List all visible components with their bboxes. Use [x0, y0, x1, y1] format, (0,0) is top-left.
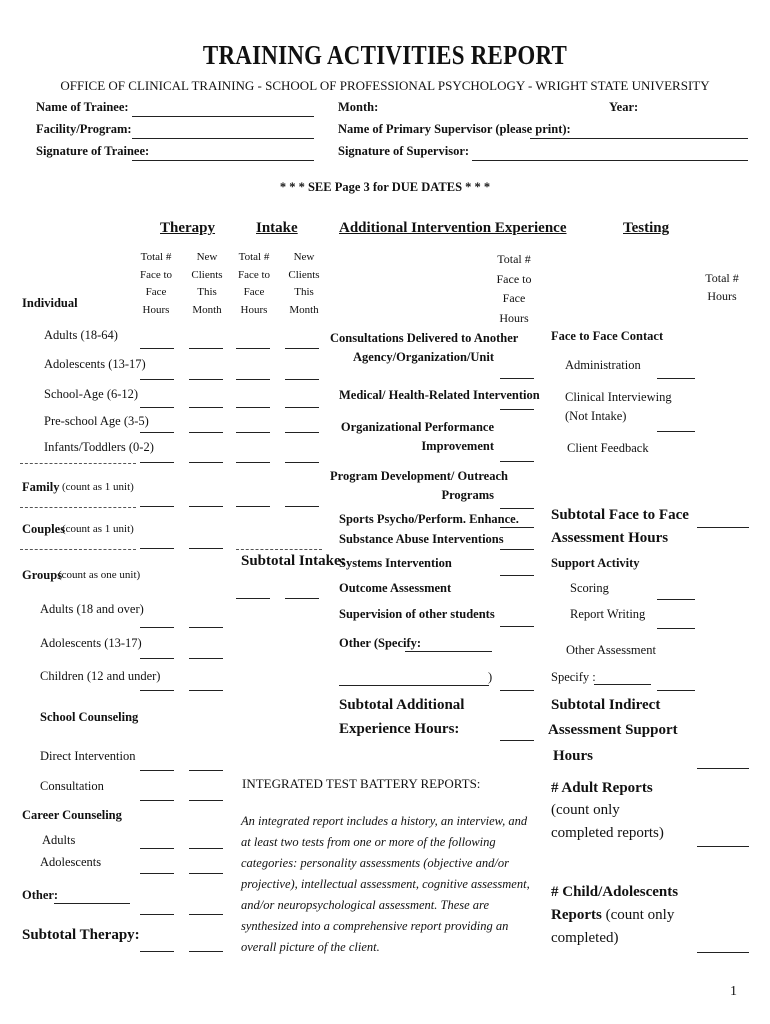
- therapy-new-clients-header: New Clients This Month: [191, 251, 223, 316]
- groups-adolescents-label: Adolescents (13-17): [40, 636, 142, 650]
- career-adolescents-new-field[interactable]: [189, 873, 223, 874]
- child-reports-label-line3: completed): [551, 930, 619, 946]
- consultations-field[interactable]: [500, 378, 534, 379]
- direct-intervention-new-field[interactable]: [189, 770, 223, 771]
- child-reports-count-note: (count only: [601, 907, 675, 923]
- subtotal-additional-field[interactable]: [500, 740, 534, 741]
- career-adolescents-label: Adolescents: [40, 855, 102, 869]
- school-age-label: School-Age (6-12): [44, 387, 139, 401]
- subtotal-intake-label: Subtotal Intake:: [241, 553, 346, 569]
- signature-of-trainee-label: Signature of Trainee:: [36, 144, 150, 158]
- subtotal-additional-label-line1: Subtotal Additional: [339, 697, 465, 713]
- couples-note: (count as 1 unit): [62, 523, 134, 535]
- direct-intervention-label: Direct Intervention: [40, 749, 136, 763]
- preschool-label: Pre-school Age (3-5): [44, 414, 149, 428]
- testing-total-hours-header: Total # Hours: [705, 271, 739, 303]
- intake-total-face-header: Total # Face to Face Hours: [237, 251, 271, 316]
- groups-adults-total-field[interactable]: [140, 627, 174, 628]
- administration-label: Administration: [565, 358, 641, 372]
- child-reports-word: Reports: [551, 907, 602, 923]
- family-label: Family: [22, 480, 60, 494]
- subtotal-indirect-label-line2: Assessment Support: [548, 722, 678, 738]
- office-subtitle: OFFICE OF CLINICAL TRAINING - SCHOOL OF PROFESSIONAL PSYCHOLOGY - WRIGHT STATE UNIVERSITY: [60, 78, 710, 93]
- career-adults-new-field[interactable]: [189, 848, 223, 849]
- subtotal-therapy-label: Subtotal Therapy:: [22, 927, 140, 943]
- groups-adolescents-total-field[interactable]: [140, 658, 174, 659]
- groups-children-total-field[interactable]: [140, 690, 174, 691]
- groups-adults-label: Adults (18 and over): [40, 602, 144, 616]
- clinical-interviewing-label-line2: (Not Intake): [565, 409, 627, 423]
- child-reports-label-line1: # Child/Adolescents: [551, 884, 679, 900]
- scoring-label: Scoring: [570, 581, 609, 595]
- organizational-field[interactable]: [500, 461, 534, 462]
- medical-label: Medical/ Health-Related Intervention: [339, 388, 540, 402]
- other-specify-label: Other (Specify:: [339, 636, 422, 650]
- report-writing-field[interactable]: [657, 628, 695, 629]
- subtotal-indirect-label-line1: Subtotal Indirect: [551, 697, 661, 713]
- program-development-label-line1: Program Development/ Outreach: [330, 469, 508, 483]
- additional-total-hours-header: Total # Face to Face Hours: [496, 252, 532, 325]
- school-age-total-field[interactable]: [140, 407, 174, 408]
- adolescents-intake-new-field[interactable]: [285, 379, 319, 380]
- organizational-label-line2: Improvement: [421, 439, 494, 453]
- clinical-interviewing-field[interactable]: [657, 431, 695, 432]
- supervision-label: Supervision of other students: [339, 607, 495, 621]
- due-dates-note: * * * SEE Page 3 for DUE DATES * * *: [279, 180, 491, 194]
- sports-field[interactable]: [500, 527, 534, 528]
- signature-of-trainee-field[interactable]: [132, 160, 314, 161]
- subtotal-therapy-new-field[interactable]: [189, 951, 223, 952]
- adolescents-label: Adolescents (13-17): [44, 357, 146, 371]
- subtotal-face-to-face-label-line2: Assessment Hours: [551, 530, 669, 546]
- sports-label: Sports Psycho/Perform. Enhance.: [339, 512, 519, 526]
- subtotal-intake-total-field[interactable]: [236, 598, 270, 599]
- medical-field[interactable]: [500, 409, 534, 410]
- program-development-field[interactable]: [500, 508, 534, 509]
- integrated-description: An integrated report includes a history, an interview, and at least two tests from one or more of the following categories: personality assessments (objective and/or projective), intellectual assessment, cognitive assessment, and/or neuropsychological assessment. These are synthesized into a comprehensive report providing an overall picture of the client.: [241, 814, 530, 954]
- other-assessment-label: Other Assessment: [566, 643, 656, 657]
- school-counseling-label: School Counseling: [40, 710, 139, 724]
- career-counseling-label: Career Counseling: [22, 808, 122, 822]
- clinical-interviewing-label-line1: Clinical Interviewing: [565, 390, 672, 404]
- consultation-new-field[interactable]: [189, 800, 223, 801]
- subtotal-face-to-face-field[interactable]: [697, 527, 749, 528]
- subtotal-face-to-face-label-line1: Subtotal Face to Face: [551, 507, 689, 523]
- other-therapy-specify-field[interactable]: [54, 903, 130, 904]
- consultation-total-field[interactable]: [140, 800, 174, 801]
- outcome-label: Outcome Assessment: [339, 581, 452, 595]
- groups-adults-new-field[interactable]: [189, 627, 223, 628]
- month-label: Month:: [338, 100, 379, 114]
- year-label: Year:: [609, 100, 639, 114]
- program-development-label-line2: Programs: [441, 488, 494, 502]
- adult-reports-label-line1: # Adult Reports: [551, 780, 653, 796]
- intake-new-clients-header: New Clients This Month: [288, 251, 320, 316]
- client-feedback-label: Client Feedback: [567, 441, 649, 455]
- additional-intervention-header: Additional Intervention Experience: [339, 220, 567, 236]
- groups-children-label: Children (12 and under): [40, 669, 161, 683]
- facility-program-field[interactable]: [132, 138, 314, 139]
- school-age-intake-total-field[interactable]: [236, 407, 270, 408]
- support-activity-label: Support Activity: [551, 556, 640, 570]
- adult-reports-label-line2: (count only: [551, 802, 620, 818]
- child-reports-field[interactable]: [697, 952, 749, 953]
- family-intake-total-field[interactable]: [236, 506, 270, 507]
- close-paren: ): [488, 670, 493, 684]
- supervision-field[interactable]: [500, 626, 534, 627]
- adults-label: Adults (18-64): [44, 328, 118, 342]
- preschool-new-field[interactable]: [189, 432, 223, 433]
- infants-new-field[interactable]: [189, 462, 223, 463]
- direct-intervention-total-field[interactable]: [140, 770, 174, 771]
- school-age-new-field[interactable]: [189, 407, 223, 408]
- testing-header: Testing: [623, 220, 670, 236]
- other-specify-field-line1[interactable]: [405, 651, 492, 652]
- integrated-heading: INTEGRATED TEST BATTERY REPORTS:: [242, 776, 481, 791]
- family-intake-new-field[interactable]: [285, 506, 319, 507]
- school-age-intake-new-field[interactable]: [285, 407, 319, 408]
- other-therapy-total-field[interactable]: [140, 914, 174, 915]
- specify-label: Specify :: [551, 670, 596, 684]
- preschool-intake-new-field[interactable]: [285, 432, 319, 433]
- intake-divider: [236, 549, 322, 550]
- specify-field[interactable]: [594, 684, 651, 685]
- adolescents-new-field[interactable]: [189, 379, 223, 380]
- infants-intake-new-field[interactable]: [285, 462, 319, 463]
- couples-new-field[interactable]: [189, 548, 223, 549]
- other-specify-field-line2[interactable]: [339, 685, 489, 686]
- systems-label: Systems Intervention: [339, 556, 452, 570]
- adults-intake-total-field[interactable]: [236, 348, 270, 349]
- section-divider: [20, 463, 136, 464]
- adults-total-field[interactable]: [140, 348, 174, 349]
- individual-label: Individual: [22, 296, 78, 310]
- intake-header: Intake: [256, 220, 298, 236]
- career-adolescents-total-field[interactable]: [140, 873, 174, 874]
- organizational-label-line1: Organizational Performance: [340, 420, 494, 434]
- infants-total-field[interactable]: [140, 462, 174, 463]
- other-therapy-label: Other:: [22, 888, 59, 902]
- couples-label: Couples: [22, 522, 66, 536]
- adolescents-total-field[interactable]: [140, 379, 174, 380]
- groups-children-new-field[interactable]: [189, 690, 223, 691]
- preschool-total-field[interactable]: [140, 432, 174, 433]
- consultation-label: Consultation: [40, 779, 104, 793]
- subtotal-therapy-total-field[interactable]: [140, 951, 174, 952]
- signature-of-supervisor-field[interactable]: [472, 160, 748, 161]
- consultations-label-line1: Consultations Delivered to Another: [330, 331, 519, 345]
- substance-field[interactable]: [500, 549, 534, 550]
- adults-intake-new-field[interactable]: [285, 348, 319, 349]
- consultations-label-line2: Agency/Organization/Unit: [353, 350, 494, 364]
- primary-supervisor-field[interactable]: [530, 138, 748, 139]
- name-of-trainee-field[interactable]: [132, 116, 314, 117]
- subtotal-intake-new-field[interactable]: [285, 598, 319, 599]
- adolescents-intake-total-field[interactable]: [236, 379, 270, 380]
- other-additional-field[interactable]: [500, 690, 534, 691]
- subtotal-additional-label-line2: Experience Hours:: [339, 721, 460, 737]
- systems-field[interactable]: [500, 575, 534, 576]
- page-title: TRAINING ACTIVITIES REPORT: [202, 40, 568, 70]
- other-assessment-field[interactable]: [657, 690, 695, 691]
- preschool-intake-total-field[interactable]: [236, 432, 270, 433]
- subtotal-indirect-label-line3: Hours: [553, 748, 594, 764]
- groups-adolescents-new-field[interactable]: [189, 658, 223, 659]
- couples-total-field[interactable]: [140, 548, 174, 549]
- family-total-field[interactable]: [140, 506, 174, 507]
- family-note: (count as 1 unit): [62, 481, 134, 493]
- career-adults-label: Adults: [42, 833, 76, 847]
- infants-label: Infants/Toddlers (0-2): [44, 440, 154, 454]
- adults-new-field[interactable]: [189, 348, 223, 349]
- section-divider: [20, 549, 136, 550]
- name-of-trainee-label: Name of Trainee:: [36, 100, 129, 114]
- page-number: 1: [730, 984, 737, 999]
- substance-label: Substance Abuse Interventions: [339, 532, 504, 546]
- signature-of-supervisor-label: Signature of Supervisor:: [338, 144, 470, 158]
- infants-intake-total-field[interactable]: [236, 462, 270, 463]
- primary-supervisor-label: Name of Primary Supervisor (please print):: [338, 122, 571, 136]
- adult-reports-field[interactable]: [697, 846, 749, 847]
- section-divider: [20, 507, 136, 508]
- administration-field[interactable]: [657, 378, 695, 379]
- groups-note: (count as one unit): [58, 569, 141, 581]
- scoring-field[interactable]: [657, 599, 695, 600]
- career-adults-total-field[interactable]: [140, 848, 174, 849]
- therapy-total-face-header: Total # Face to Face Hours: [139, 251, 173, 316]
- groups-label: Groups: [22, 568, 63, 582]
- other-therapy-new-field[interactable]: [189, 914, 223, 915]
- therapy-header: Therapy: [160, 220, 216, 236]
- family-new-field[interactable]: [189, 506, 223, 507]
- subtotal-indirect-field[interactable]: [697, 768, 749, 769]
- child-reports-label-line2: [551, 907, 674, 924]
- face-to-face-contact-label: Face to Face Contact: [551, 329, 664, 343]
- report-writing-label: Report Writing: [570, 607, 646, 621]
- adult-reports-label-line3: completed reports): [551, 825, 664, 841]
- facility-program-label: Facility/Program:: [36, 122, 132, 136]
